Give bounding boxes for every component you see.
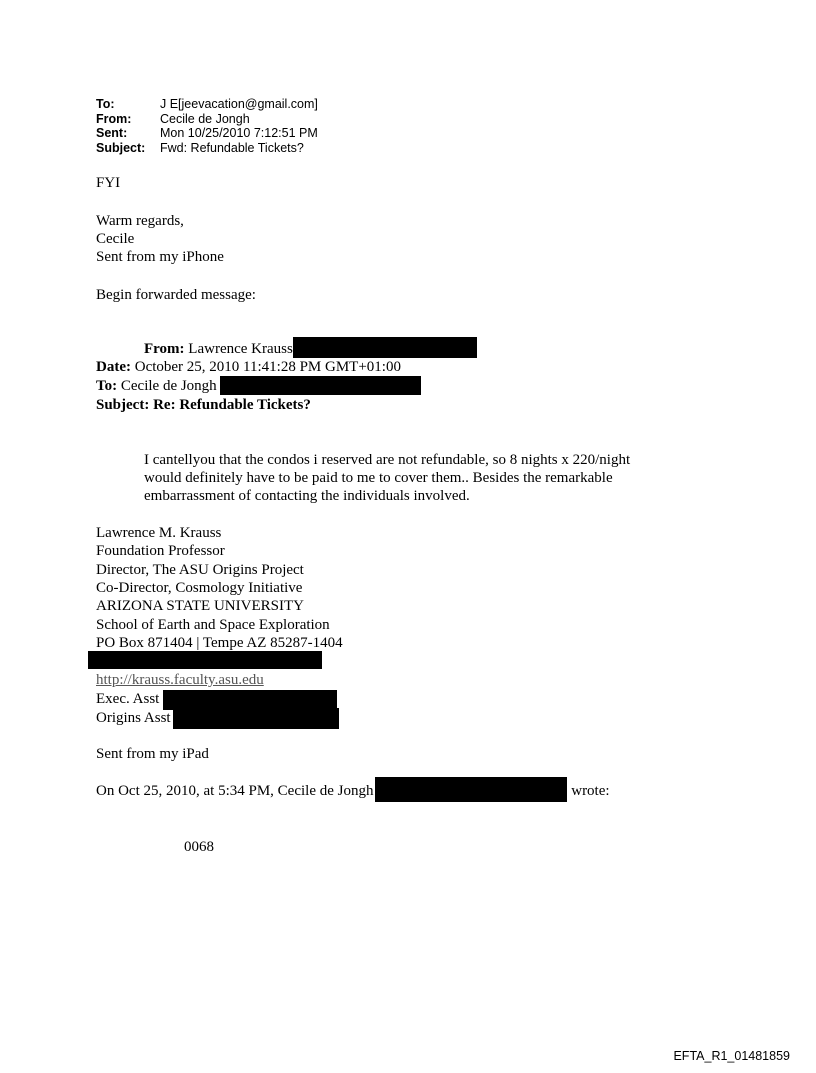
- fwd-from-value: Lawrence Krauss: [188, 341, 293, 357]
- sig-line-director: Director, The ASU Origins Project: [96, 562, 304, 578]
- subject-label: Subject:: [96, 140, 146, 155]
- sent-label: Sent:: [96, 126, 128, 140]
- fwd-to-value: Cecile de Jongh: [120, 378, 217, 394]
- message-line-2: would definitely have to be paid to me to cover them.. Besides the remarkable: [144, 470, 613, 486]
- begin-forwarded: Begin forwarded message:: [96, 287, 256, 303]
- fwd-date-value: October 25, 2010 11:41:28 PM GMT+01:00: [134, 359, 401, 375]
- fwd-to-label: To:: [96, 378, 118, 394]
- from-value: Cecile de Jongh: [160, 111, 250, 126]
- fwd-to-line: [96, 377, 421, 395]
- signer-name: Cecile: [96, 231, 135, 247]
- origins-asst-label: Origins Asst: [96, 710, 171, 726]
- sent-from-iphone: Sent from my iPhone: [96, 249, 224, 265]
- exec-asst-label: Exec. Asst: [96, 691, 160, 707]
- redaction-block: [88, 651, 322, 669]
- sent-from-ipad: Sent from my iPad: [96, 746, 209, 762]
- redaction-block: [375, 777, 567, 802]
- to-value: J E[jeevacation@gmail.com]: [160, 97, 318, 111]
- fwd-subject-line: Subject: Re: Refundable Tickets?: [96, 397, 311, 413]
- sig-line-name: Lawrence M. Krauss: [96, 525, 222, 541]
- fwd-date-line: [96, 358, 401, 376]
- header-to-row: [96, 97, 318, 112]
- exec-asst-line: [96, 690, 337, 710]
- document-id: EFTA_R1_01481859: [673, 1049, 790, 1063]
- sig-line-school: School of Earth and Space Exploration: [96, 617, 330, 633]
- message-line-1: I cantellyou that the condos i reserved are not refundable, so 8 nights x 220/night: [144, 452, 631, 468]
- regards-text: Warm regards,: [96, 213, 184, 229]
- subject-value: Fwd: Refundable Tickets?: [160, 140, 304, 155]
- fyi-text: FYI: [96, 175, 121, 191]
- redaction-block: [163, 690, 337, 710]
- sig-line-address: PO Box 871404 | Tempe AZ 85287-1404: [96, 635, 343, 651]
- fwd-from-label: From:: [144, 341, 185, 357]
- email-header: [96, 97, 318, 155]
- fwd-from-line: [144, 340, 477, 358]
- faculty-url-link[interactable]: http://krauss.faculty.asu.edu: [96, 672, 264, 688]
- header-from-row: [96, 112, 318, 127]
- sent-value: Mon 10/25/2010 7:12:51 PM: [160, 126, 318, 140]
- quoted-intro: On Oct 25, 2010, at 5:34 PM, Cecile de Jongh: [96, 783, 374, 799]
- to-label: To:: [96, 97, 115, 111]
- sig-line-title: Foundation Professor: [96, 543, 225, 559]
- quoted-intro-line: [96, 782, 610, 802]
- header-sent-row: [96, 126, 318, 141]
- message-line-3: embarrassment of contacting the individuals involved.: [144, 488, 470, 504]
- from-label: From:: [96, 111, 132, 126]
- redaction-block: [220, 376, 421, 395]
- fwd-date-label: Date:: [96, 359, 131, 375]
- redaction-block: [173, 708, 339, 729]
- header-subject-row: [96, 141, 318, 156]
- page-number: 0068: [184, 839, 214, 855]
- sig-line-university: ARIZONA STATE UNIVERSITY: [96, 598, 304, 614]
- origins-asst-line: [96, 709, 339, 729]
- quoted-wrote: wrote:: [571, 783, 610, 799]
- redaction-block: [293, 337, 477, 358]
- sig-line-codirector: Co-Director, Cosmology Initiative: [96, 580, 303, 596]
